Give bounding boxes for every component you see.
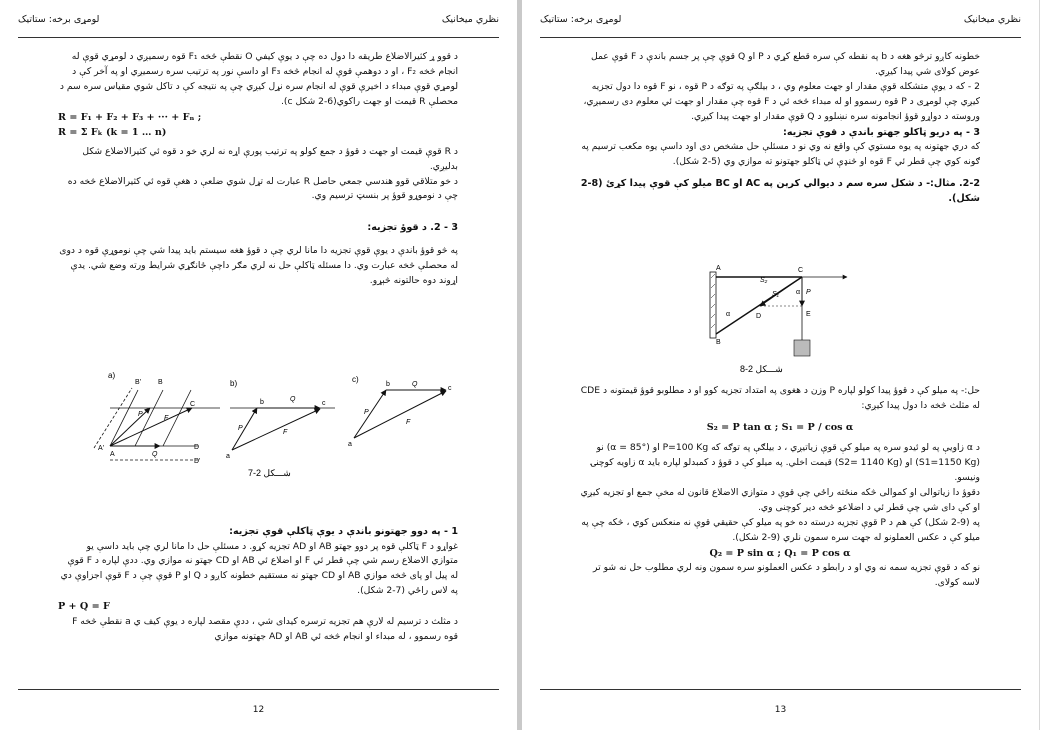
section-heading: 1 - په دوو جهتونو باندې د يوې ټاکلې قوې تجزيه: [229, 526, 458, 537]
fig-label-F-b: F [283, 429, 288, 436]
document-page-13 [522, 0, 1039, 730]
fig-label-P: P [138, 411, 143, 418]
figure-8-2 [702, 260, 862, 380]
fig-label-A: A [110, 451, 115, 458]
page-body-top [580, 50, 980, 207]
paragraph: په څو قوؤ باندې د يوې قوې تجزيه دا مانا لري چې د قوؤ هغه سيستم بايد پيدا شي چې نوموړې قوه د دوی له محصلې څخه عبارت وي. دا مسئله ټاکلې حل نه لري مګر داچې ځانګړي شرايط ورته وضع شي. يدې اړوند دوه حالتونه څېړو. [59, 244, 458, 286]
fig-label-alpha-top: α [796, 289, 801, 296]
figure-caption: 7-2 شـــکل [248, 468, 291, 478]
page-number: 13 [774, 705, 787, 716]
fig-label-a-pt: a [226, 453, 230, 460]
paragraph: د قوو ړ کثيرالاضلاع طريقه دا دول ده چې د يوې کيفي O نقطې څخه F₁ قوه رسميږي د لومړي قوې له انجام څخه F₂ ، او د دوهمې قوې له انجام څخه F₃ او داسې نور په ترتيب سره رسميږي او په آخر کې د لومړي قوې مبداء د اخيرې قوې له انجام سره نړل کيږي چې په نتيجه کې د تاکل شوي مقياس سره سم د محصلې R قيمت او جهت راکوي(6-2 شکل c). [59, 51, 458, 107]
fig-label-B1: B' [135, 379, 142, 386]
paragraph: دقوؤ دا زياتوالی او کموالی څکه منځته راځي چې قوې د متوازي الاضلاع قانون له مخې جمع او تجزيه کيږي او کې دای شي چې قطر ئي د اضلاعو څخه دير کوچنی وي. [580, 487, 980, 513]
page-body-bottom [580, 384, 980, 591]
page-header [540, 8, 1021, 38]
fig-label-D: D [756, 313, 762, 320]
paragraph: 2 - که د يوې متشکله قوې مقدار او جهت معلوم وي ، د بيلګې په توګه د P قوه ، نو F قوه دا دول تجزيه کيږي چې لومړی د P قوه رسموو او له مبداء څخه ئي د F قوه چې مقدار او جهت ئي معلوم دی رسميږي، وروسته د دواړو قوؤ انجامونه سره نښلوو د Q قوې مقدار او جهت پيدا کيږي. [583, 80, 980, 122]
paragraph: د مثلث د ترسيم له لارې هم تجزيه ترسره کيدای شي ، ددې مقصد لپاره د يوې کيف ي a نقطې څخه F قوه رسموو ، له مبداء او انجام څخه ئي AB او AD جهتونه موازي [72, 615, 458, 642]
figure-caption: 8-2 شـــکل [740, 364, 783, 374]
fig-label-B: B [158, 379, 163, 386]
paragraph: حل:- په ميلو کې د قوؤ پيدا کولو لپاره P وزن د هغوی په امتداد تجزيه کوو او د مطلوبو قوؤ قيمتونه د CDE له مثلث څخه دا دول پيدا کيږي: [580, 385, 980, 411]
fig-label-D1: D' [194, 458, 201, 465]
fig-label-F-c: F [406, 419, 411, 426]
formula-components: Q₂ = P sin α ; Q₁ = P cos α [709, 547, 851, 559]
page-number: 12 [252, 705, 265, 716]
fig-label-A: A [716, 265, 721, 272]
paragraph: غواړو د F ټاکلې قوه پر دوو جهتو AB او AD تجزيه کړو. د مسئلې حل دا مانا لري چې بايد داسې يو متوازي الاضلاع رسم شي چې قطر ئي F او اضلاع ئي AB او CD جهتو نه موازي وي. ددې لپاره د F قوې له پيل او پای څخه موازي AB او CD جهتو نه مستقيم خطونه کاږو د Q او P قوې چې د F قوې اجزاوې دي په لاس راځي (7-2 شکل). [60, 540, 458, 597]
page-body-top [58, 50, 458, 289]
fig-label-S2: S₂ [760, 277, 768, 284]
fig-label-a-pt-c: a [348, 441, 352, 448]
paragraph: نو که د قوې تجزيه سمه نه وي او د رابطو د عکس العملونو سره سمون ونه لري مطلوب حل نه شو تر لاسه کولای. [593, 562, 980, 589]
paragraph: خطونه کاږو ترڅو هغه د b په نقطه کې سره قطع کړي د P او Q قوې چې پر جسم باندې د F قوې عمل عوض کولای شي پيدا کيږي. [591, 51, 980, 77]
example-heading: 2-2. مثال:- د شکل سره سم د ديوالي کرېن په AC او BC ميلو کې قوې پيدا کړئ (8-2 شکل). [580, 177, 980, 205]
fig-label-S1: S₁ [772, 291, 779, 298]
fig-label-D: D [194, 444, 200, 451]
formula-rod-forces: S₂ = P tan α ; S₁ = P / cos α [706, 421, 854, 433]
fig-label-Q-c: Q [412, 381, 418, 388]
document-page-12 [0, 0, 517, 730]
fig-label-a: a) [108, 371, 116, 380]
fig-label-c-pt: c [322, 400, 326, 407]
header-section-title: لومړی برخه: ستاتيک [18, 14, 100, 25]
fig-label-C: C [190, 401, 196, 408]
page-body-bottom [58, 524, 458, 645]
formula-decomposition: P + Q = F [58, 601, 110, 613]
fig-label-E: E [806, 311, 811, 318]
formula-resultant-sigma: R = Σ Fₖ (k = 1 … n) [58, 127, 167, 139]
fig-label-c-panel: c) [352, 375, 359, 384]
page-footer-rule [18, 689, 499, 690]
fig-label-alpha-bottom: α [726, 311, 731, 318]
fig-label-b-pt: b [260, 399, 264, 406]
fig-label-P-c: P [364, 409, 369, 416]
fig-label-P-b: P [238, 425, 243, 432]
header-book-title: نظري ميخانيک [441, 14, 499, 25]
paragraph: په (9-2 شکل) کې هم د P قوې تجزيه درسته ده خو په ميلو کې حقيقي قوې نه منعکس کوي ، څکه چې په ميلو کې د عکس العملونو له جهت سره سمون نلري (9-2 شکل). [581, 516, 980, 543]
header-section-title: لومړی برخه: ستاتيک [540, 14, 622, 25]
fig-label-b-pt-c: b [386, 381, 390, 388]
fig-label-C: C [798, 267, 804, 274]
fig-label-F: F [164, 415, 169, 422]
figure-7-2 [80, 368, 480, 480]
paragraph: د خو متلاقي قوو هندسي جمعي حاصل R عبارت له تړل شوي ضلعې د هغې قوه ئي کثيرالاضلاع څخه ده چې د نوموړو قوؤ پر بنسټ ترسيم وي. [67, 175, 458, 202]
fig-label-b-panel: b) [230, 379, 238, 388]
fig-label-B: B [716, 339, 721, 346]
formula-resultant-sum: R = F₁ + F₂ + F₃ + ··· + Fₙ ; [58, 111, 202, 123]
section-heading: 3 - په دريو ټاکلو جهتو باندې د قوې تجزيه: [782, 126, 980, 138]
fig-label-Q: Q [152, 451, 158, 458]
paragraph: که دري جهتونه په يوه مستوي کې واقع نه وي نو د مسئلې حل مشخص دی اود داسې يوه مکعب ترسيم په ګونه کوي چې قطر ئي F قوه او څنډې ئي ټاکلو جهتونو ته موازي وي (5-2 شکل). [581, 141, 980, 167]
fig-label-Q-b: Q [290, 396, 296, 403]
page-footer-rule [540, 689, 1021, 690]
fig-label-P: P [806, 289, 811, 296]
paragraph: د R قوې قيمت او جهت د قوؤ د جمع کولو په ترتيب پورې اړه نه لري خو د قوه ئي کثيرالاضلاع شکل بدليږي. [82, 145, 458, 172]
fig-label-c-pt-c: c [448, 385, 452, 392]
fig-label-A1: A' [98, 445, 105, 452]
section-heading: 3 - 2. د قوؤ تجزيه: [367, 222, 458, 234]
paragraph: د α زاويې په لو ئيدو سره په ميلو کې قوې زياتيږي ، د بيلګې په توګه که P=100 Kg او (α = 85°) نو (S1=1150 Kg) او (S2= 1140 Kg) قيمت اخلي. په ميلو کې د قوؤ د کمبدلو لپاره بايد α زاويه کوچنۍ ونيسو. [590, 442, 980, 484]
page-header [18, 8, 499, 38]
header-book-title: نظري ميخانيک [963, 14, 1021, 25]
